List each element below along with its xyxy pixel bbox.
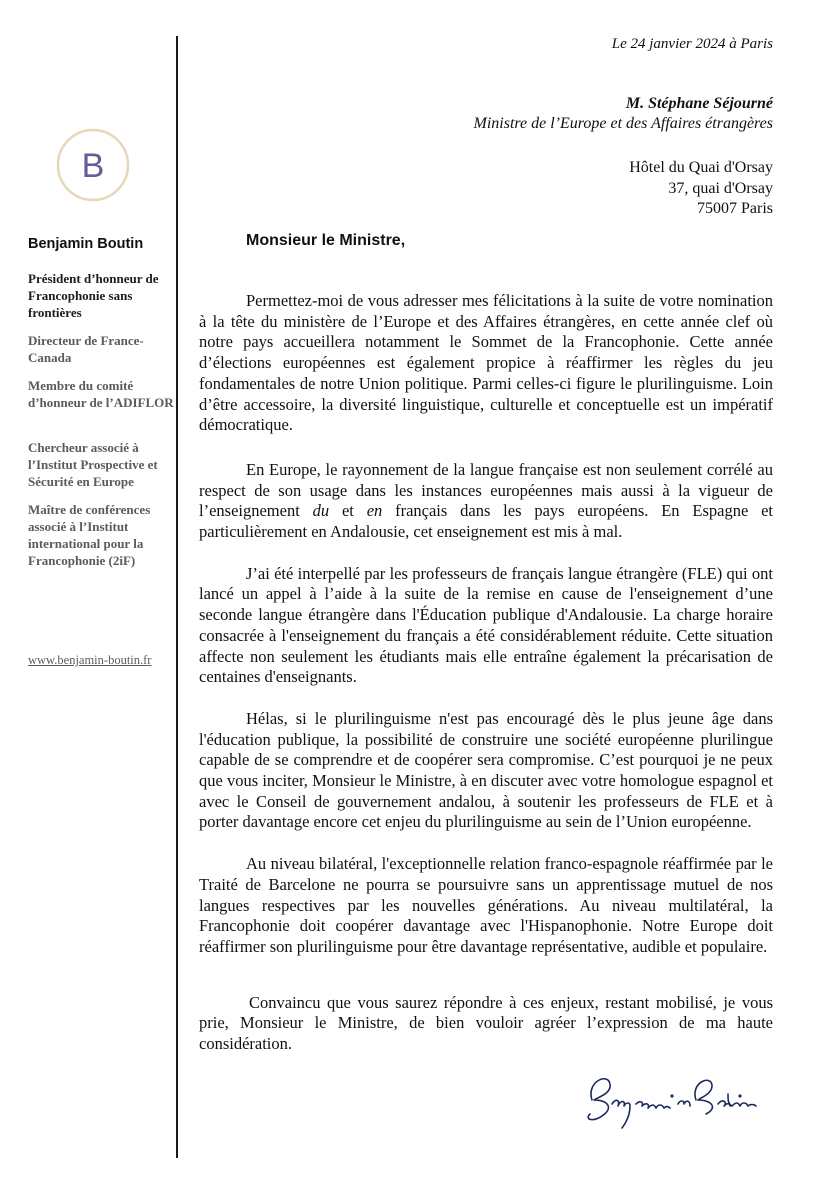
signature-image: [578, 1060, 768, 1138]
letterhead-sidebar: [0, 0, 176, 1200]
sidebar-role: Directeur de France-Canada: [28, 333, 144, 365]
address-line: Hôtel du Quai d'Orsay: [629, 159, 773, 176]
body-paragraph: En Europe, le rayonnement de la langue française est non seulement corrélé au respect de son usage dans les instances européennes mais aussi à la vigueur de l’enseignement du et en français dans les pays européens. En Espagne et particulièrement en Andalousie, cet enseignement est mis à mal.: [199, 459, 774, 542]
sidebar-name: Benjamin Boutin: [28, 236, 144, 252]
body-paragraph: Au niveau bilatéral, l'exceptionnelle relation franco-espagnole réaffirmée par le Traité de Barcelone ne pourra se poursuivre sans un apprentissage mutuel de nos langues respectives par les nouvelles générations. Au niveau multilatéral, la Francophonie doit coopérer davantage avec l'Hispanophonie. Notre Europe doit réaffirmer son plurilinguisme pour être davantage représentative, audible et populaire.: [199, 854, 773, 956]
address-line: 37, quai d'Orsay: [668, 179, 773, 197]
body-paragraph: J’ai été interpellé par les professeurs de français langue étrangère (FLE) qui ont lancé un appel à l’aide à la suite de la remise en cause de l'enseignement d’une seconde langue étrangère dans l'Éducation publique d'Andalousie. La charge horaire consacrée à l'enseignement du français a été considérablement réduite. Cette situation affecte non seulement les étudiants mais elle entraîne également la précarisation de centaines d'enseignants.: [199, 563, 773, 687]
sidebar-role: Président d’honneur de Francophonie sans frontières: [28, 271, 159, 320]
logo-icon: [55, 127, 131, 203]
sidebar-role: Chercheur associé à l’Institut Prospective et Sécurité en Europe: [28, 440, 158, 489]
logo-letter: B: [81, 147, 105, 185]
recipient-title: Ministre de l’Europe et des Affaires étrangères: [473, 115, 773, 132]
letter-body: [199, 291, 773, 1055]
sidebar-role: Membre du comité d’honneur de l’ADIFLOR: [28, 378, 174, 410]
address-line: 75007 Paris: [697, 200, 773, 217]
sidebar-divider: [176, 36, 178, 1158]
salutation: Monsieur le Ministre,: [246, 232, 406, 249]
recipient-name: M. Stéphane Séjourné: [625, 95, 773, 112]
website-link[interactable]: www.benjamin-boutin.fr: [28, 653, 152, 667]
body-paragraph: Permettez-moi de vous adresser mes félicitations à la suite de votre nomination à la tête du ministère de l’Europe et des Affaires étrangères, en cette année clef où notre pays accueillera notamment le Sommet de la Francophonie. Cette année d’élections européennes est également propice à réaffirmer les règles du jeu fondamentales de notre Union politique. Parmi celles-ci figure le plurilinguisme. Loin d’être accessoire, la diversité linguistique, culturelle et conceptuelle est un impératif démocratique.: [199, 291, 773, 435]
recipient-address: [629, 158, 773, 220]
letter-date: Le 24 janvier 2024 à Paris: [611, 36, 773, 52]
sidebar-role: Maître de conférences associé à l’Institut international pour la Francophonie (2iF): [28, 502, 151, 568]
closing-paragraph: Convaincu que vous saurez répondre à ces enjeux, restant mobilisé, je vous prie, Monsieur le Ministre, de bien vouloir agréer l’expression de ma haute considération.: [199, 992, 773, 1054]
body-paragraph: Hélas, si le plurilinguisme n'est pas encouragé dès le plus jeune âge dans l'éducation publique, la possibilité de construire une société européenne plurilingue capable de se comprendre et de coopérer sera compromise. C’est pourquoi je ne peux que vous inciter, Monsieur le Ministre, à en discuter avec votre homologue espagnol et avec le Conseil de gouvernement andalou, à soutenir les professeurs de FLE et à porter davantage encore cet enjeu du plurilinguisme au sein de l’Union européenne.: [199, 708, 773, 832]
